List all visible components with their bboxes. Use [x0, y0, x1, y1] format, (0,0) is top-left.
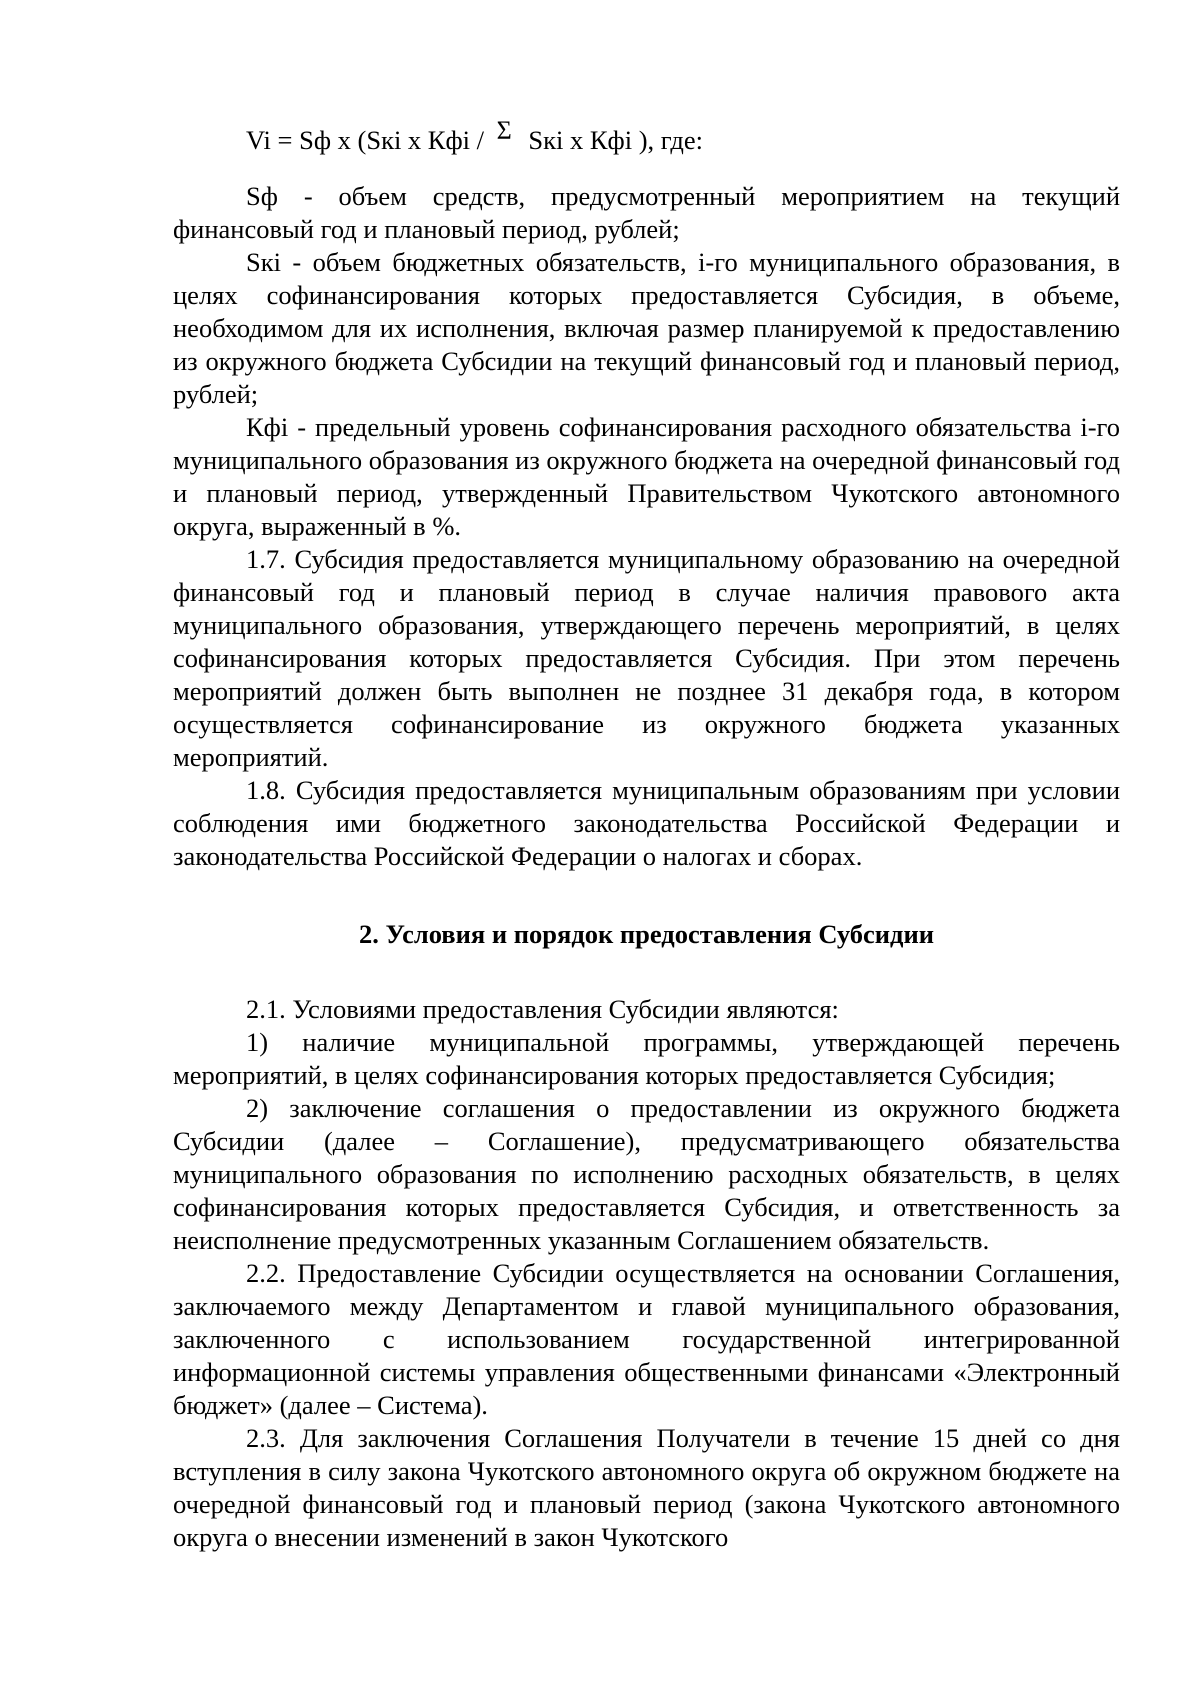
paragraph-2-1-item-1: 1) наличие муниципальной программы, утверждающей перечень мероприятий, в целях софинансирования которых предоставляется Субсидия; — [173, 1027, 1120, 1090]
section-2-body — [173, 993, 1120, 1554]
formula-left: Vi = Sф x (Sкi x Кфi / — [246, 125, 485, 155]
paragraph-kfi-definition: Кфi - предельный уровень софинансирования расходного обязательства i-го муниципального образования из окружного бюджета на очередной финансовый год и плановый период, утвержденный Правительством Чукотского автономного округа, выраженный в %. — [173, 412, 1121, 541]
paragraph-2-1: 2.1. Условиями предоставления Субсидии являются: — [246, 994, 839, 1024]
sigma-symbol: Σ — [496, 116, 512, 145]
paragraph-2-3: 2.3. Для заключения Соглашения Получатели в течение 15 дней со дня вступления в силу закона Чукотского автономного округа об окружном бюджете на очередной финансовый год и плановый период (закона Чукотского автономного округа о внесении изменений в закон Чукотского — [173, 1423, 1120, 1552]
paragraph-2-2: 2.2. Предоставление Субсидии осуществляется на основании Соглашения, заключаемого между Департаментом и главой муниципального образования, заключенного с использованием государственной интегрированной информационной системы управления общественными финансами «Электронный бюджет» (далее – Система). — [173, 1258, 1120, 1420]
subsidy-formula — [246, 116, 703, 157]
paragraph-ski-definition: Sкi - объем бюджетных обязательств, i-го муниципального образования, в целях софинансирования которых предоставляется Субсидия, в объеме, необходимом для их исполнения, включая размер планируемой к предоставлению из окружного бюджета Субсидии на текущий финансовый год и плановый период, рублей; — [173, 247, 1120, 409]
section-2-heading: 2. Условия и порядок предоставления Субсидии — [358, 919, 934, 949]
paragraph-2-1-item-2: 2) заключение соглашения о предоставлении из окружного бюджета Субсидии (далее – Соглашение), предусматривающего обязательства муниципального образования по исполнению расходных обязательств, в целях софинансирования которых предоставляется Субсидия, и ответственность за неисполнение предусмотренных указанным Соглашением обязательств. — [173, 1093, 1120, 1255]
paragraph-sf-definition: Sф - объем средств, предусмотренный мероприятием на текущий финансовый год и плановый период, рублей; — [173, 181, 1120, 244]
paragraph-1-7: 1.7. Субсидия предоставляется муниципальному образованию на очередной финансовый год и плановый период в случае наличия правового акта муниципального образования, утверждающего перечень мероприятий, в целях софинансирования которых предоставляется Субсидия. При этом перечень мероприятий должен быть выполнен не позднее 31 декабря года, в котором осуществляется софинансирование из окружного бюджета указанных мероприятий. — [173, 544, 1120, 772]
formula-right: Sкi x Кфi ), где: — [528, 125, 703, 155]
paragraph-1-8: 1.8. Субсидия предоставляется муниципальным образованиям при условии соблюдения ими бюджетного законодательства Российской Федерации и законодательства Российской Федерации о налогах и сборах. — [173, 775, 1120, 871]
section-1-body — [173, 180, 1120, 873]
